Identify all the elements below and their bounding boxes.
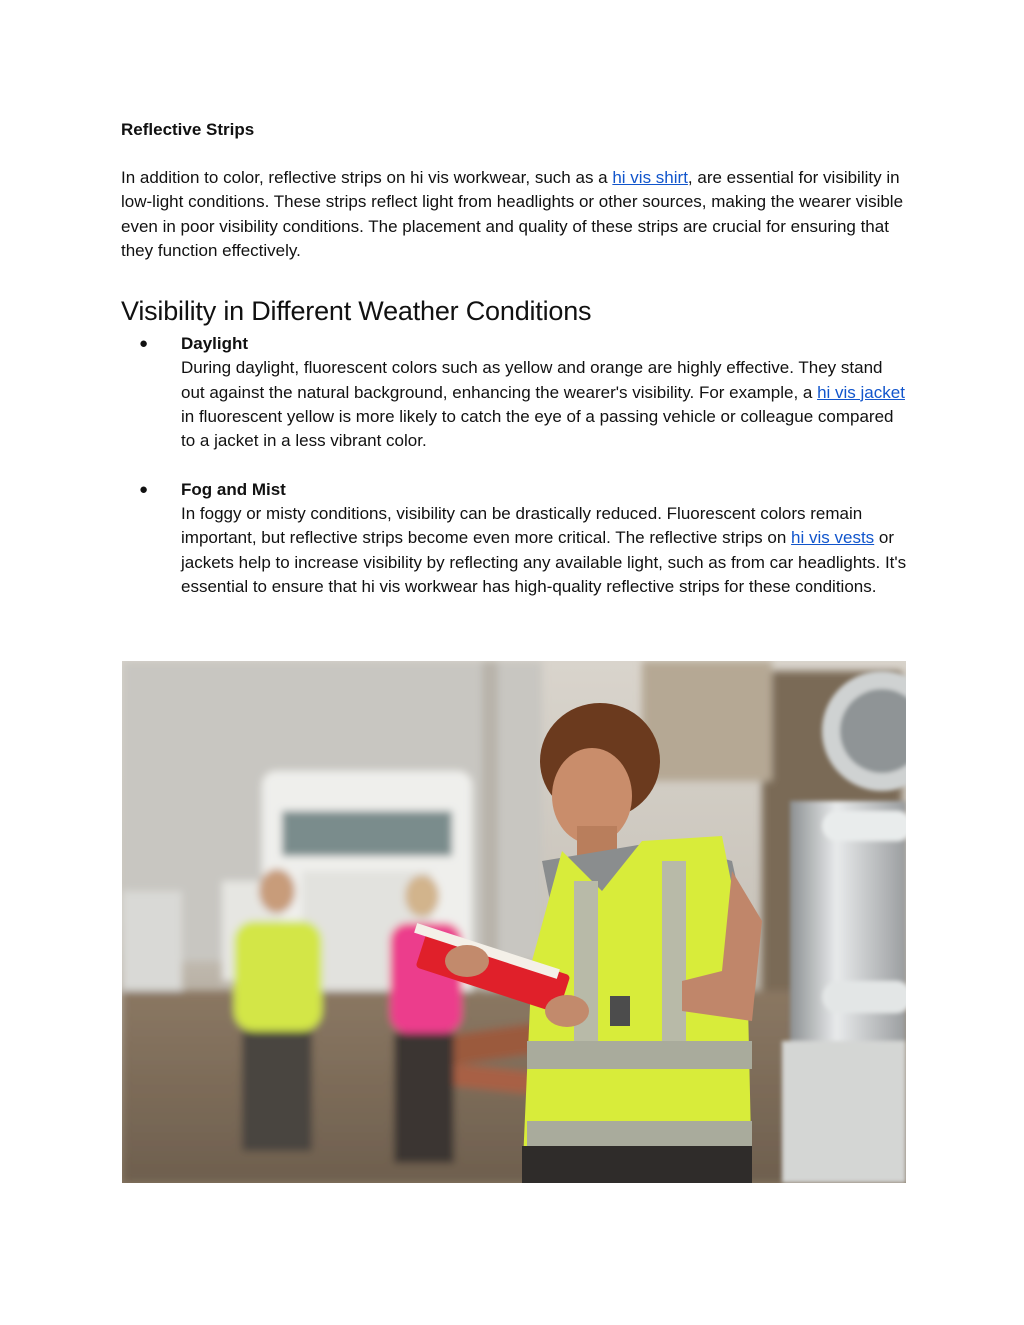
list-item-text: in fluorescent yellow is more likely to catch the eye of a passing vehicle or colleague compared to a jacket in a less vibrant color.: [181, 407, 894, 451]
list-item-text: In foggy or misty conditions, visibility can be drastically reduced. Fluorescent colors remain important, but reflective strips become even more critical. The reflective strips on: [181, 503, 863, 548]
list-item-title: Fog and Mist: [181, 479, 286, 499]
bullet-icon: ●: [139, 335, 149, 353]
worker-photo: [122, 661, 906, 1183]
list-item-daylight: [121, 332, 907, 453]
paragraph-text: , are essential for visibility in low-light conditions. These strips reflect light from headlights or other sources, making the wearer visible even in poor visibility conditions. The placement and quality of these strips are crucial for ensuring that they function effectively.: [121, 168, 904, 260]
bullet-icon: ●: [139, 480, 149, 498]
paragraph-text: In addition to color, reflective strips on hi vis workwear, such as a: [121, 168, 613, 187]
reflective-strips-paragraph: [121, 166, 907, 263]
weather-conditions-list: [121, 332, 907, 599]
hi-vis-jacket-link[interactable]: hi vis jacket: [817, 382, 905, 402]
list-item-title: Daylight: [181, 334, 249, 354]
photo-image-icon: [122, 661, 906, 1183]
document-body: [121, 118, 907, 599]
list-item-fog-and-mist: [121, 478, 907, 599]
hi-vis-vests-link[interactable]: hi vis vests: [791, 528, 875, 548]
hi-vis-shirt-link[interactable]: hi vis shirt: [612, 168, 688, 187]
list-item-text: During daylight, fluorescent colors such as yellow and orange are highly effective. They stand out against the natural background, enhancing the wearer's visibility. For example, a: [181, 358, 883, 402]
weather-conditions-heading: Visibility in Different Weather Conditions: [121, 296, 592, 327]
section-heading-reflective-strips: Reflective Strips: [121, 120, 255, 139]
list-item-text: or jackets help to increase visibility by reflecting any available light, such as from car headlights. It's essential to ensure that hi vis workwear has high-quality reflective strips for these conditions.: [181, 528, 907, 596]
